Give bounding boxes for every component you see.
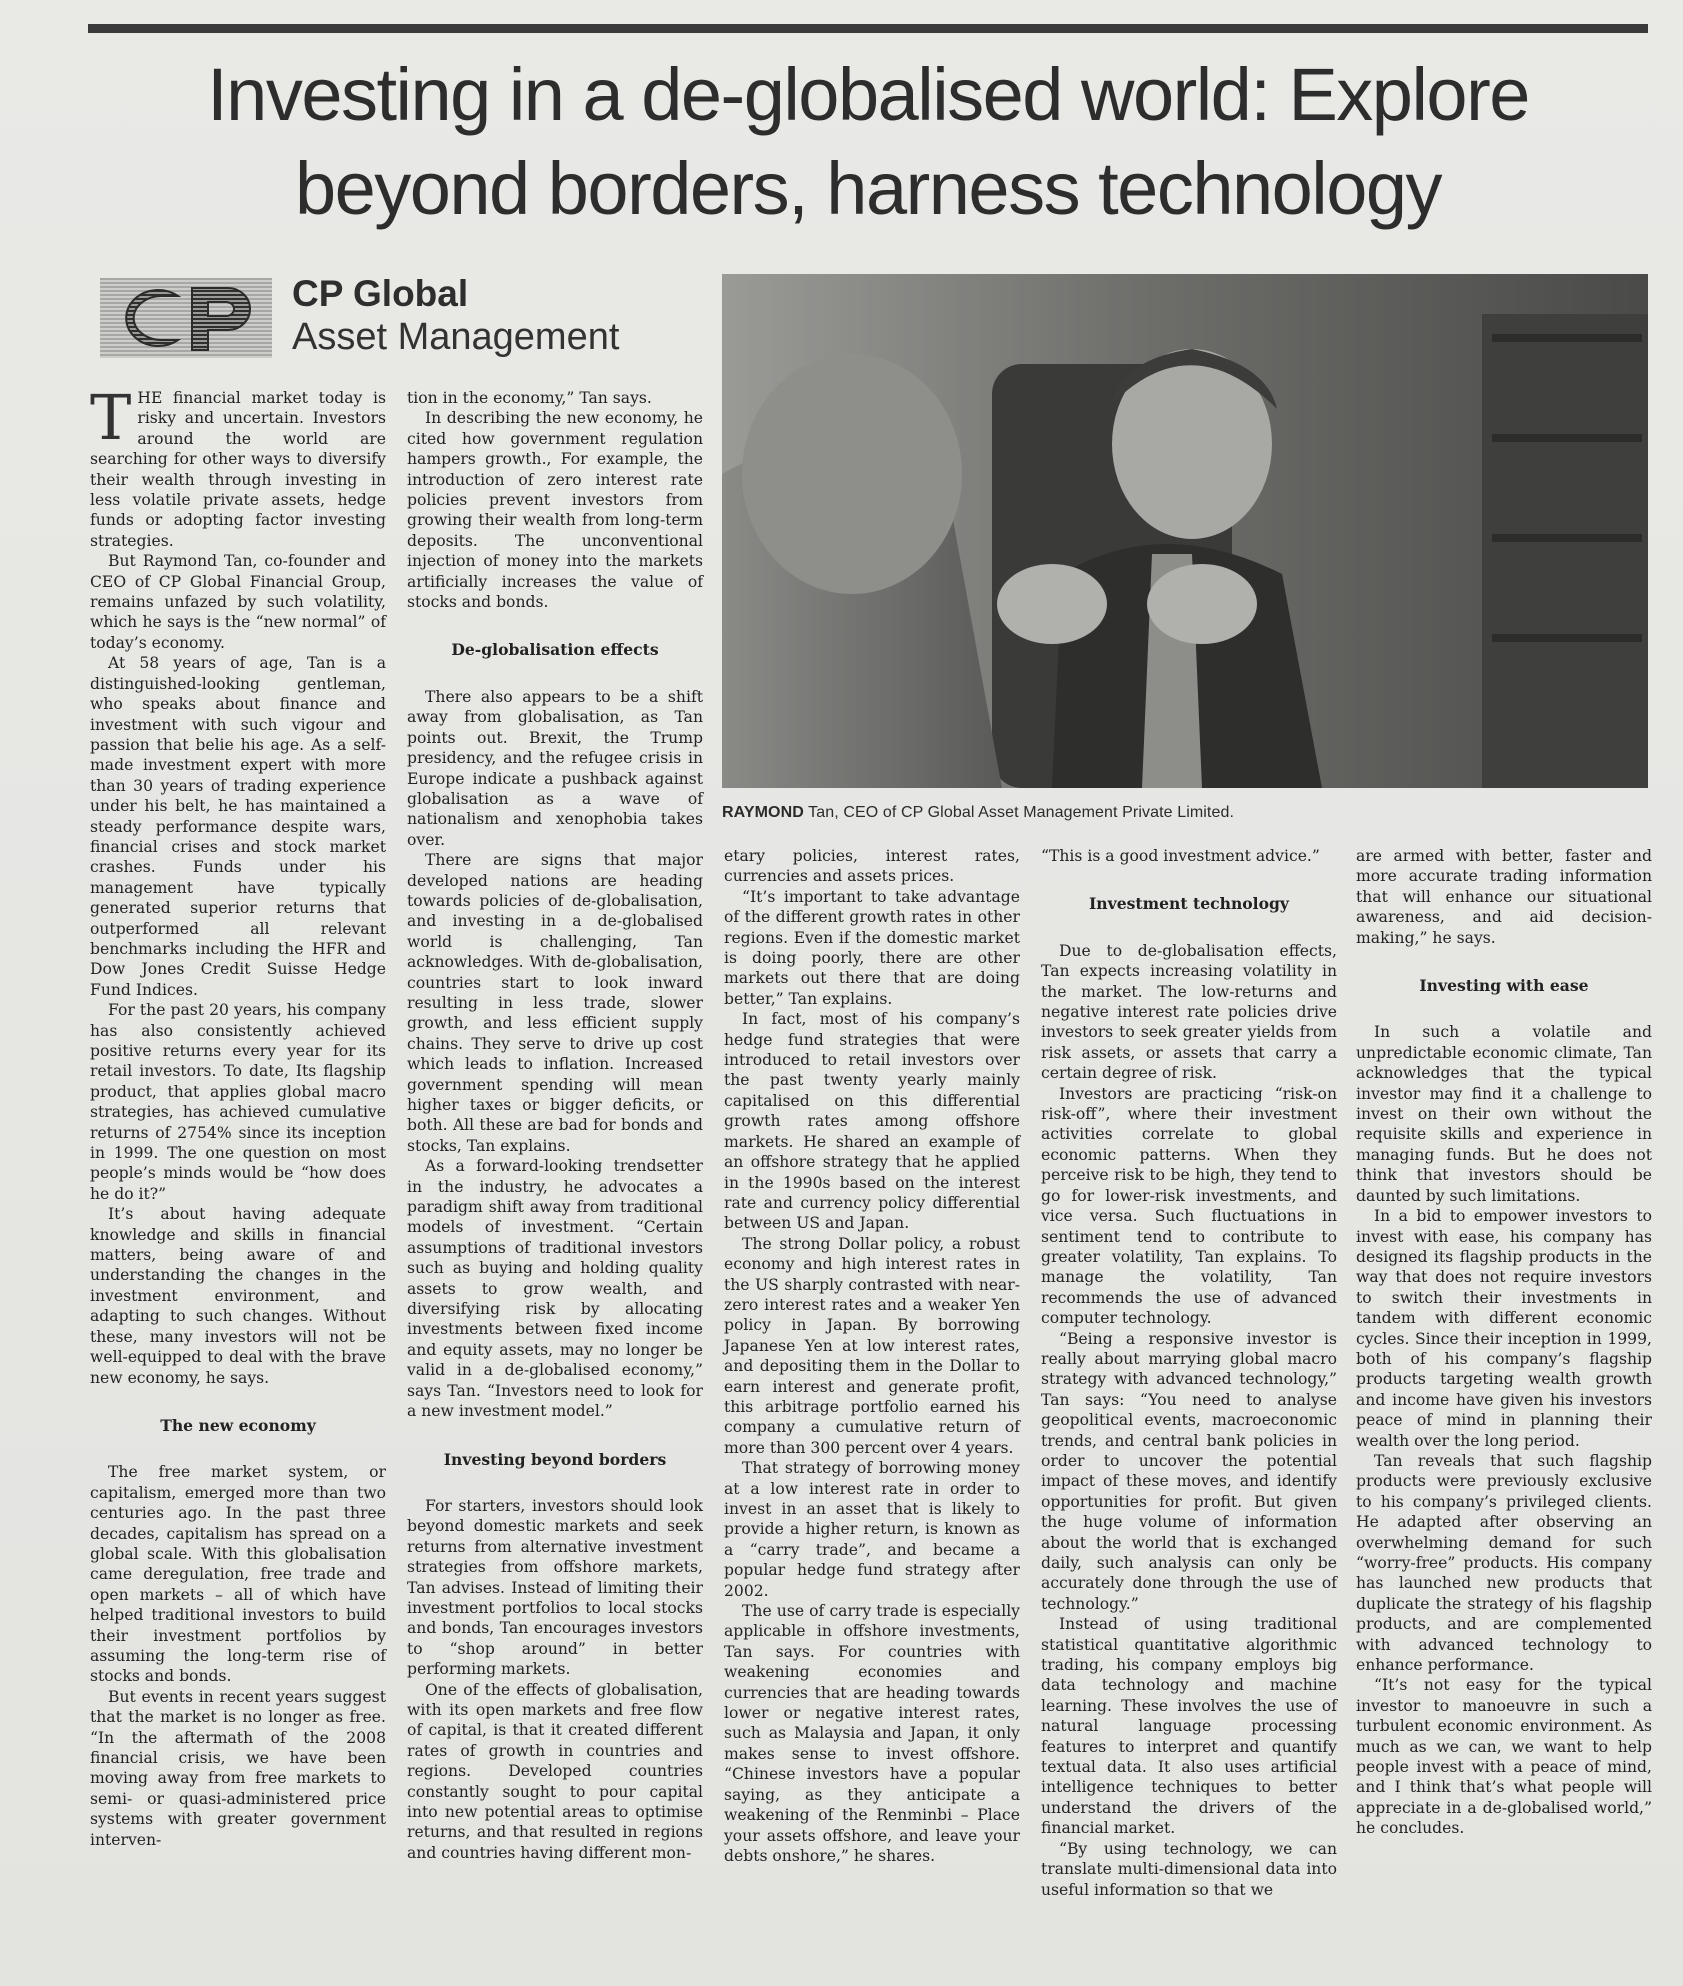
- paragraph: As a forward-looking trendsetter in the industry, he advocates a paradigm shift away from traditional models of investment. “Certain assumptions of traditional investors such as buying and holding quality assets to grow wealth, and diversifying risk by allocating investments between fixed income and equity assets, may no longer be valid in a de-globalised economy,” says Tan. “Investors need to look for a new investment model.”: [407, 1157, 703, 1421]
- paragraph: Investors are practicing “risk-on risk-off”, where their investment activities correlate to global economic patterns. When they perceive risk to be high, they tend to go for lower-risk investments, and vice versa. Such fluctuations in sentiment tend to contribute to greater volatility, Tan explains. To manage the volatility, Tan recommends the use of advanced computer technology.: [1041, 1084, 1337, 1328]
- paragraph-text: HE financial market today is risky and uncertain. Investors around the world are searching for other ways to diversify their wealth through investing in less volatile private assets, hedge funds or adopting factor investing strategies.: [90, 389, 386, 550]
- subheading-beyond-borders: Investing beyond borders: [443, 1449, 667, 1469]
- paragraph: The free market system, or capitalism, emerged more than two centuries ago. In the past three decades, capitalism has spread on a global scale. With this globalisation came deregulation, free trade and open markets – all of which have helped traditional investors to build their investment portfolios by assuming the long-term rise of stocks and bonds.: [90, 1463, 386, 1686]
- paragraph: “By using technology, we can translate multi-dimensional data into useful information so that we: [1041, 1839, 1337, 1899]
- column-4: [1041, 846, 1337, 1900]
- subheading-new-economy: The new economy: [160, 1415, 316, 1435]
- paragraph: Instead of using traditional statistical quantitative algorithmic trading, his company employs big data technology and machine learning. These involves the use of natural language processing features to interpret and quantify textual data. It also uses artificial intelligence techniques to better understand the drivers of the financial market.: [1041, 1615, 1337, 1838]
- paragraph: Due to de-globalisation effects, Tan expects increasing volatility in the market. The low-returns and negative interest rate policies drive investors to seek greater yields from risk assets, or assets that carry a certain degree of risk.: [1041, 941, 1337, 1083]
- paragraph: But events in recent years suggest that the market is no longer as free. “In the aftermath of the 2008 financial crisis, we have been moving away from free markets to semi- or quasi-administered price systems with greater government interven-: [90, 1687, 386, 1849]
- column-2: [407, 388, 703, 1863]
- paragraph: [90, 381, 386, 551]
- headline: [88, 48, 1648, 236]
- paragraph: “It’s important to take advantage of the different growth rates in other regions. Even if the domestic market is doing poorly, there are other markets out there that are doing better,” Tan explains.: [724, 887, 1020, 1008]
- subheading-deglobalisation: De-globalisation effects: [451, 640, 659, 660]
- photo-illustration: [722, 274, 1648, 788]
- paragraph: “This is a good investment advice.”: [1041, 847, 1320, 865]
- paragraph: One of the effects of globalisation, with its open markets and free flow of capital, is that it created different rates of growth in countries and regions. Developed countries constantly sought to pour capital into new potential areas to optimise returns, and that resulted in regions and countries having different mon-: [407, 1680, 703, 1862]
- column-1: [90, 381, 386, 1850]
- headline-line-2: beyond borders, harness technology: [294, 147, 1442, 230]
- column-3: [724, 846, 1020, 1866]
- paragraph: At 58 years of age, Tan is a distinguished-looking gentleman, who speaks about finance and investment with such vigour and passion that belie his age. As a self-made investment expert with more than 30 years of trading experience under his belt, he has maintained a steady performance despite wars, financial crises and stock market crashes. Funds under his management have typically generated superior returns that outperformed all relevant benchmarks including the HFR and Dow Jones Credit Suisse Hedge Fund Indices.: [90, 654, 386, 999]
- cp-logo-mark: [100, 278, 272, 358]
- paragraph: It’s about having adequate knowledge and skills in financial matters, being aware of and understanding the changes in the investment environment, and adapting to such changes. Without these, many investors will not be well-equipped to deal with the brave new economy, he says.: [90, 1205, 386, 1387]
- paragraph: Tan reveals that such flagship products were previously exclusive to his company’s privileged clients. He adapted after observing an overwhelming demand for such “worry-free” products. His company has launched new products that duplicate the strategy of his flagship products, and are complemented with advanced technology to enhance performance.: [1356, 1451, 1652, 1675]
- portrait-photo: [722, 274, 1648, 788]
- paragraph: “It’s not easy for the typical investor to manoeuvre in such a turbulent economic environment. As much as we can, we want to help people invest with a peace of mind, and I think that’s what people will appreciate in a de-globalised world,” he concludes.: [1356, 1676, 1652, 1838]
- paragraph: There also appears to be a shift away from globalisation, as Tan points out. Brexit, the Trump presidency, and the refugee crisis in Europe indicate a pushback against globalisation as a wave of nationalism and xenophobia takes over.: [407, 687, 703, 849]
- paragraph: There are signs that major developed nations are heading towards policies of de-globalisation, and investing in a de-globalised world is challenging, Tan acknowledges. With de-globalisation, countries start to look inward resulting in less trade, slower growth, and less efficient supply chains. They serve to drive up cost which leads to inflation. Increased government spending will mean higher taxes or bigger deficits, or both. All these are bad for bonds and stocks, Tan explains.: [407, 851, 703, 1155]
- paragraph: In such a volatile and unpredictable economic climate, Tan acknowledges that the typical investor may find it a challenge to invest on their own without the requisite skills and experience in managing funds. But he does not think that investors should be daunted by such limitations.: [1356, 1023, 1652, 1205]
- paragraph: In fact, most of his company’s hedge fund strategies that were introduced to retail investors over the past twenty yearly mainly capitalised on this differential growth rates among offshore markets. He shared an example of an offshore strategy that he applied in the 1990s based on the interest rate and currency policy differential between US and Japan.: [724, 1010, 1020, 1233]
- caption-text: Tan, CEO of CP Global Asset Management Private Limited.: [803, 804, 1235, 821]
- logo-name: CP Global: [292, 273, 469, 314]
- headline-line-1: Investing in a de-globalised world: Explore: [207, 53, 1529, 136]
- paragraph: For starters, investors should look beyond domestic markets and seek returns from alternative investment strategies from offshore markets, Tan advises. Instead of limiting their investment portfolios to local stocks and bonds, Tan encourages investors to “shop around” in better performing markets.: [407, 1496, 703, 1679]
- subheading-investment-technology: Investment technology: [1089, 894, 1289, 914]
- caption-name: RAYMOND: [722, 804, 804, 821]
- paragraph: etary policies, interest rates, currencies and assets prices.: [724, 847, 1020, 886]
- paragraph: are armed with better, faster and more accurate trading information that will enhance our situational awareness, and aid decision-making,” he says.: [1356, 847, 1652, 947]
- paragraph: In describing the new economy, he cited how government regulation hampers growth., For example, the introduction of zero interest rate policies prevent investors from growing their wealth from long-term deposits. The unconventional injection of money into the markets artificially increases the value of stocks and bonds.: [407, 409, 703, 612]
- subheading-investing-with-ease: Investing with ease: [1419, 976, 1589, 996]
- paragraph: “Being a responsive investor is really about marrying global macro strategy with advanced technology,” Tan says: “You need to analyse geopolitical events, macroeconomic trends, and central bank policies in order to uncover the potential impact of these moves, and identify opportunities for profit. But given the huge volume of information about the world that is exchanged daily, such analysis can only be accurately done through the use of technology.”: [1041, 1329, 1337, 1613]
- cp-global-logo: [100, 272, 700, 364]
- paragraph: In a bid to empower investors to invest with ease, his company has designed its flagship products in the way that does not require investors to switch their investments in tandem with different economic cycles. Since their inception in 1999, both of his company’s flagship products targeting wealth growth and income have given his investors peace of mind in planning their wealth over the long period.: [1356, 1207, 1652, 1450]
- column-5: [1356, 846, 1652, 1839]
- drop-cap: T: [90, 381, 132, 454]
- logo-subtitle: Asset Management: [292, 316, 620, 358]
- paragraph: For the past 20 years, his company has also consistently achieved positive returns every year for its retail investors. To date, Its flagship product, that applies global macro strategies, has achieved cumulative returns of 2754% since its inception in 1999. The one question on most people’s minds would be “how does he do it?”: [90, 1001, 386, 1203]
- paragraph: The strong Dollar policy, a robust economy and high interest rates in the US sharply contrasted with near-zero interest rates and a weaker Yen policy in Japan. By borrowing Japanese Yen at low interest rates, and depositing them in the Dollar to earn interest and generate profit, this arbitrage portfolio earned his company a cumulative return of more than 300 percent over 4 years.: [724, 1234, 1020, 1457]
- paragraph: The use of carry trade is especially applicable in offshore investments, Tan says. For countries with weakening economies and currencies that are heading towards lower or negative interest rates, such as Malaysia and Japan, it only makes sense to invest offshore. “Chinese investors have a popular saying, as they anticipate a weakening of the Renminbi – Place your assets offshore, and leave your debts onshore,” he shares.: [724, 1602, 1020, 1865]
- photo-caption: [722, 804, 1648, 822]
- top-rule: [88, 24, 1648, 33]
- paragraph: That strategy of borrowing money at a low interest rate in order to invest in an asset that is likely to provide a higher return, is known as a “carry trade”, and became a popular hedge fund strategy after 2002.: [724, 1459, 1020, 1600]
- paragraph: tion in the economy,” Tan says.: [407, 389, 652, 407]
- paragraph: But Raymond Tan, co-founder and CEO of CP Global Financial Group, remains unfazed by such volatility, which he says is the “new normal” of today’s economy.: [90, 552, 386, 652]
